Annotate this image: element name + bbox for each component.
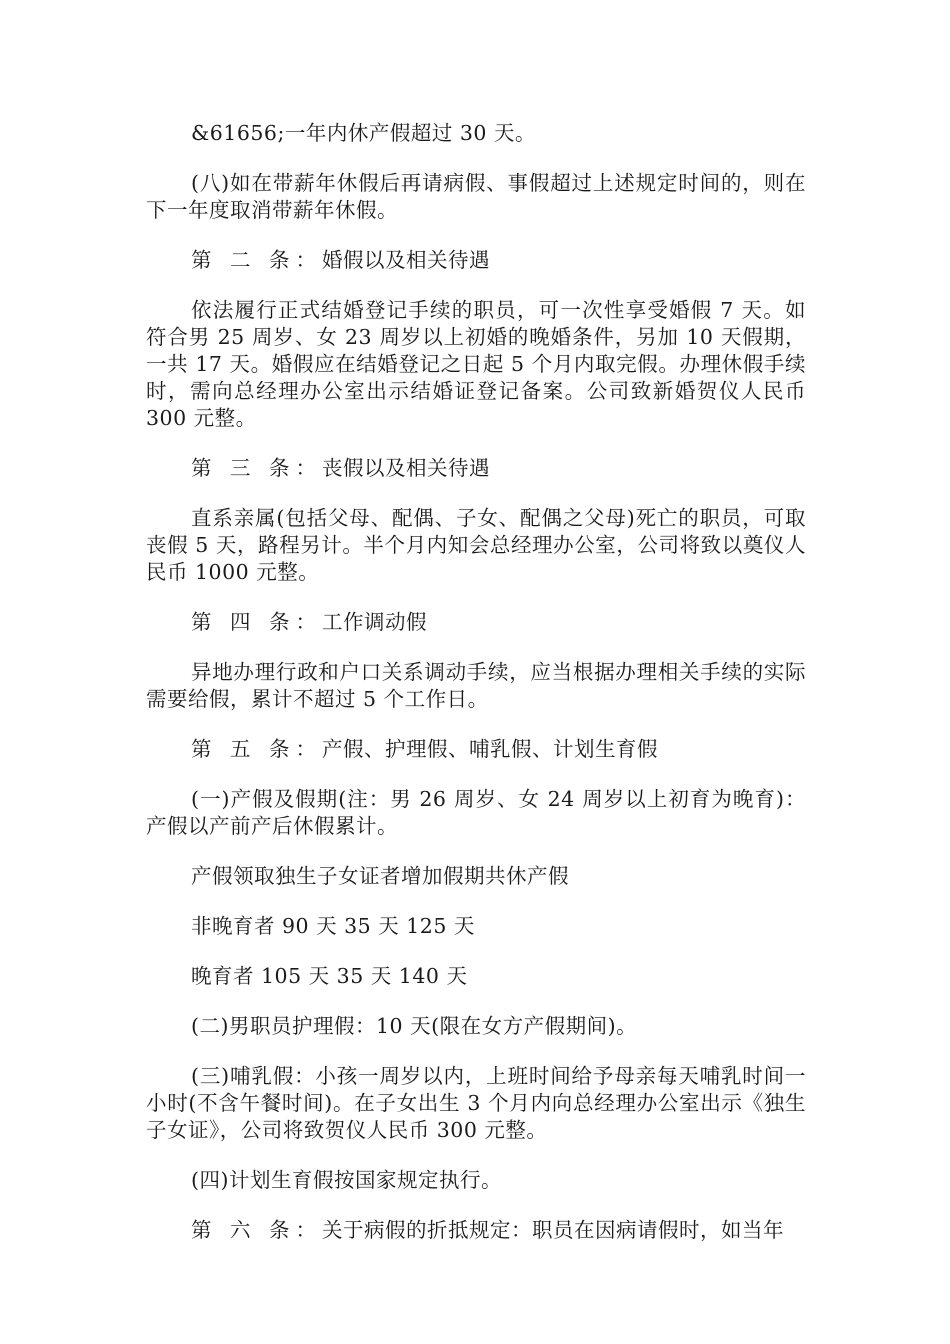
article-title: 关于病假的折抵规定：职员在因病请假时，如当年 (322, 1218, 785, 1242)
article-title: 工作调动假 (322, 610, 428, 634)
document-page (146, 120, 806, 1267)
body-paragraph: 晚育者 105 天 35 天 140 天 (191, 964, 468, 988)
body-paragraph: 异地办理行政和户口关系调动手续，应当根据办理相关手续的实际需要给假，累计不超过 5 个工作日。 (146, 660, 806, 711)
body-paragraph: (三)哺乳假：小孩一周岁以内，上班时间给予母亲每天哺乳时间一小时(不含午餐时间)。在子女出生 3 个月内向总经理办公室出示《独生子女证》，公司将致贺仪人民币 300 元整。 (146, 1064, 806, 1142)
article-heading (146, 247, 806, 274)
body-paragraph: 产假领取独生子女证者增加假期共休产假 (191, 864, 569, 888)
article-heading (146, 455, 806, 482)
body-paragraph: 依法履行正式结婚登记手续的职员，可一次性享受婚假 7 天。如符合男 25 周岁、女 23 周岁以上初婚的晚婚条件，另加 10 天假期，一共 17 天。婚假应在结婚登记之日起 5 个月内取完假。办理休假手续时，需向总经理办公室出示结婚证登记备案。公司致新婚贺仪人民币 300 元整。 (146, 298, 806, 430)
article-heading (146, 736, 806, 763)
body-paragraph: (八)如在带薪年休假后再请病假、事假超过上述规定时间的，则在下一年度取消带薪年休假。 (146, 171, 806, 222)
article-number: 第 三 条： (191, 456, 323, 480)
body-paragraph: 非晚育者 90 天 35 天 125 天 (191, 914, 475, 938)
article-title: 产假、护理假、哺乳假、计划生育假 (322, 737, 659, 761)
body-paragraph: (二)男职员护理假：10 天(限在女方产假期间)。 (191, 1014, 638, 1038)
article-number: 第 四 条： (191, 610, 323, 634)
article-heading (146, 609, 806, 636)
body-paragraph: &61656;一年内休产假超过 30 天。 (191, 121, 536, 145)
body-paragraph: 直系亲属(包括父母、配偶、子女、配偶之父母)死亡的职员，可取 丧假 5 天，路程另计。半个月内知会总经理办公室，公司将致以奠仪人民币 1000 元整。 (146, 506, 806, 584)
body-paragraph: (四)计划生育假按国家规定执行。 (191, 1168, 502, 1192)
article-number: 第 五 条： (191, 737, 323, 761)
article-number: 第 二 条： (191, 248, 323, 272)
article-title: 丧假以及相关待遇 (322, 456, 491, 480)
article-heading (146, 1217, 806, 1244)
article-number: 第 六 条： (191, 1218, 323, 1242)
article-title: 婚假以及相关待遇 (322, 248, 491, 272)
body-paragraph: (一)产假及假期(注：男 26 周岁、女 24 周岁以上初育为晚育)：产假以产前产后休假累计。 (146, 787, 806, 838)
